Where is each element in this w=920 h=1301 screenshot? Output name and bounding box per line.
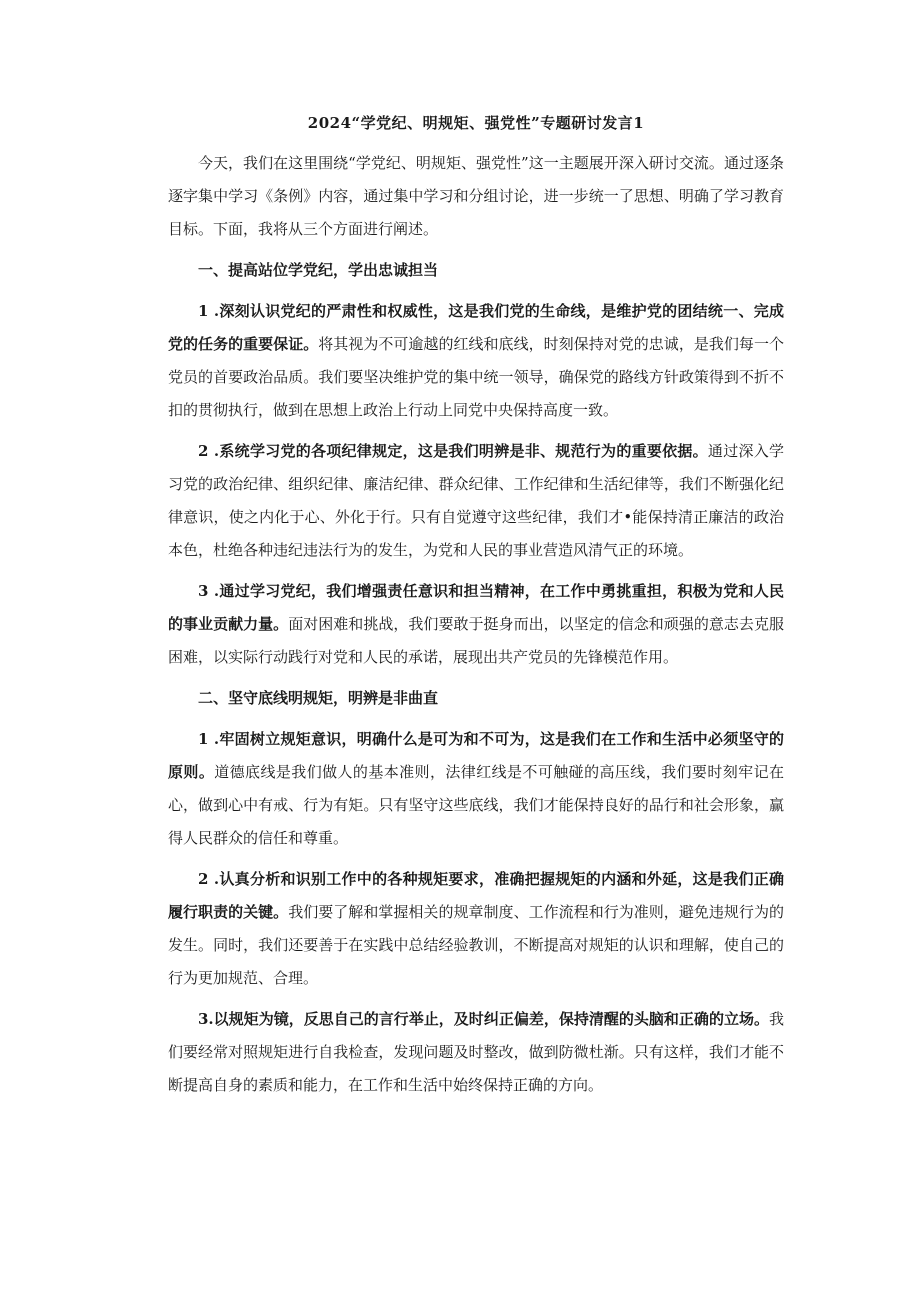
section-1-item-1 — [168, 295, 784, 427]
item-body: 道德底线是我们做人的基本准则，法律红线是不可触碰的高压线，我们要时刻牢记在心，做到心中有戒、行为有矩。只有坚守这些底线，我们才能保持良好的品行和社会形象，赢得人民群众的信任和尊重。 — [168, 763, 784, 847]
section-1-item-2 — [168, 435, 784, 567]
section-1-item-3 — [168, 575, 784, 674]
item-body: 将其视为不可逾越的红线和底线，时刻保持对党的忠诚，是我们每一个党员的首要政治品质。我们要坚决维护党的集中统一领导，确保党的路线方针政策得到不折不扣的贯彻执行，做到在思想上政治上行动上同党中央保持高度一致。 — [168, 335, 784, 419]
section-2-item-3 — [168, 1003, 784, 1102]
item-lead: 1 .深刻认识党纪的严肃性和权威性，这是我们党的生命线，是维护党的团结统一、完成党的任务的重要保证。 — [168, 302, 784, 353]
item-body: 面对困难和挑战，我们要敢于挺身而出，以坚定的信念和顽强的意志去克服困难，以实际行动践行对党和人民的承诺，展现出共产党员的先锋模范作用。 — [168, 615, 784, 666]
section-heading-2: 二、坚守底线明规矩，明辨是非曲直 — [198, 689, 439, 707]
item-body: 我们要了解和掌握相关的规章制度、工作流程和行为准则，避免违规行为的发生。同时，我们还要善于在实践中总结经验教训，不断提高对规矩的认识和理解，使自己的行为更加规范、合理。 — [168, 903, 784, 987]
document-title: 2024“学党纪、明规矩、强党性”专题研讨发言1 — [307, 114, 645, 132]
item-lead: 3.以规矩为镜，反思自己的言行举止，及时纠正偏差，保持清醒的头脑和正确的立场。 — [198, 1010, 769, 1028]
item-lead: 3 .通过学习党纪，我们增强责任意识和担当精神，在工作中勇挑重担，积极为党和人民的事业贡献力量。 — [168, 582, 784, 633]
intro-paragraph: 今天，我们在这里围绕“学党纪、明规矩、强党性”这一主题展开深入研讨交流。通过逐条逐字集中学习《条例》内容，通过集中学习和分组讨论，进一步统一了思想、明确了学习教育目标。下面，我将从三个方面进行阐述。 — [168, 154, 784, 238]
item-lead: 1 .牢固树立规矩意识，明确什么是可为和不可为，这是我们在工作和生活中必须坚守的原则。 — [168, 730, 784, 781]
document-page — [168, 112, 784, 1110]
item-lead: 2 .系统学习党的各项纪律规定，这是我们明辨是非、规范行为的重要依据。 — [198, 442, 708, 460]
section-2-item-1 — [168, 723, 784, 855]
item-body: 通过深入学习党的政治纪律、组织纪律、廉洁纪律、群众纪律、工作纪律和生活纪律等，我们不断强化纪律意识，使之内化于心、外化于行。只有自觉遵守这些纪律，我们才•能保持清正廉洁的政治本色，杜绝各种违纪违法行为的发生，为党和人民的事业营造风清气正的环境。 — [168, 442, 784, 559]
section-2-item-2 — [168, 863, 784, 995]
item-lead: 2 .认真分析和识别工作中的各种规矩要求，准确把握规矩的内涵和外延，这是我们正确履行职责的关键。 — [168, 870, 784, 921]
item-body: 我们要经常对照规矩进行自我检查，发现问题及时整改，做到防微杜渐。只有这样，我们才能不断提高自身的素质和能力，在工作和生活中始终保持正确的方向。 — [168, 1010, 784, 1094]
section-heading-1: 一、提高站位学党纪，学出忠诚担当 — [198, 261, 439, 279]
